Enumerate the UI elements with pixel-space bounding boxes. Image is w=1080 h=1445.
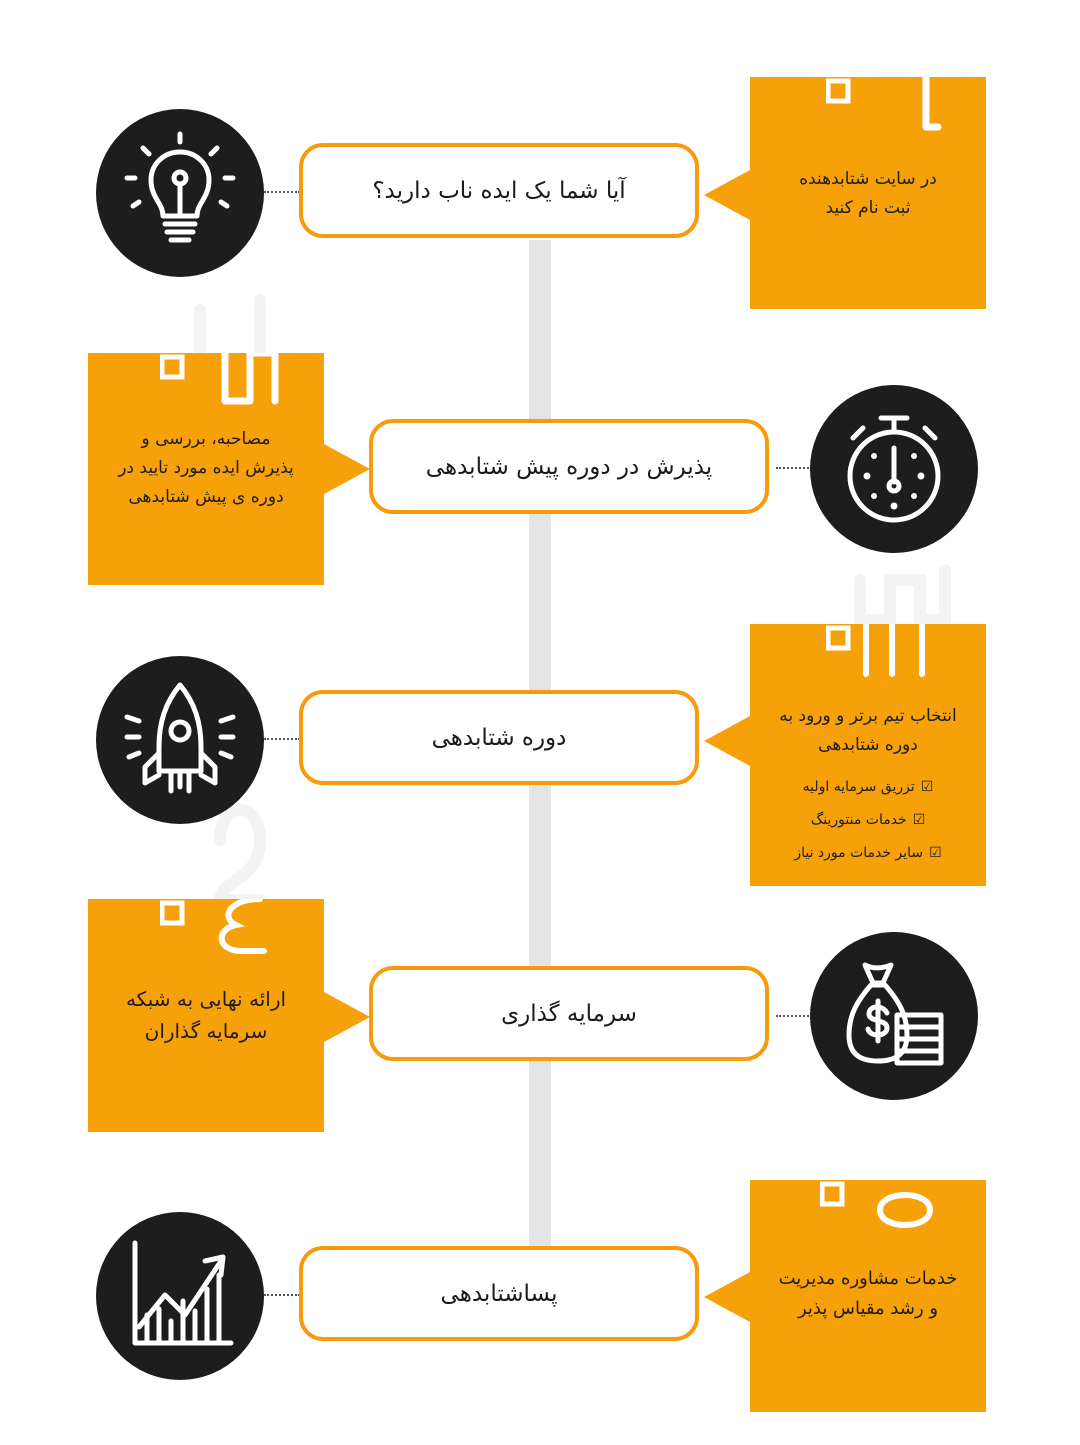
step-5-description <box>760 1264 976 1324</box>
step-5-icon-circle <box>96 1212 264 1380</box>
step-3-info-box <box>750 624 986 886</box>
step-2-connector <box>776 467 812 469</box>
step-3-line-2: دوره شتابدهی <box>818 735 918 755</box>
checklist-item-label: تزریق سرمایه اولیه <box>802 778 915 795</box>
step-1-title-pill <box>299 143 699 238</box>
step-4-connector <box>776 1015 812 1017</box>
step-4-info-box <box>88 899 324 1132</box>
step-1-info-box <box>750 77 986 309</box>
step-4-line-1: ارائه نهایی به شبکه <box>125 987 287 1011</box>
step-1-numeral <box>826 77 966 137</box>
step-1-title: آیا شما یک ایده ناب دارید؟ <box>372 177 626 204</box>
stopwatch-icon <box>829 404 959 534</box>
step-5-info-box <box>750 1180 986 1412</box>
step-1-description <box>760 165 976 223</box>
checkbox-icon: ☑ <box>929 844 942 861</box>
step-1-icon-circle <box>96 109 264 277</box>
step-2-description <box>98 425 314 512</box>
step-1-connector <box>264 191 300 193</box>
step-5-line-2: و رشد مقیاس پذیر <box>797 1298 939 1319</box>
step-4-title-pill <box>369 966 769 1061</box>
step-2-line-2: پذیرش ایده مورد تایید در <box>118 458 294 478</box>
step-4-box-pointer <box>324 992 370 1042</box>
step-3-line-1: انتخاب تیم برتر و ورود به <box>779 706 957 726</box>
step-2-line-3: دوره ی پیش شتابدهی <box>128 487 284 507</box>
step-5-title: پساشتابدهی <box>440 1280 558 1307</box>
checklist-item <box>764 836 972 869</box>
step-3-icon-circle <box>96 656 264 824</box>
step-5-title-pill <box>299 1246 699 1341</box>
growth-chart-icon <box>115 1231 245 1361</box>
step-4-numeral <box>160 899 300 964</box>
checklist-item <box>764 770 972 803</box>
step-2-icon-circle <box>810 385 978 553</box>
step-2-box-pointer <box>324 444 370 494</box>
step-5-connector <box>264 1294 300 1296</box>
step-3-connector <box>264 738 300 740</box>
checkbox-icon: ☑ <box>912 811 926 828</box>
lightbulb-icon <box>115 128 245 258</box>
step-2-numeral <box>160 353 300 413</box>
money-bag-icon <box>829 951 959 1081</box>
checkbox-icon: ☑ <box>920 778 934 795</box>
step-2-title: پذیرش در دوره پیش شتابدهی <box>425 453 713 480</box>
step-3-title-pill <box>299 690 699 785</box>
checklist-item <box>764 803 972 836</box>
step-1-line-2: ثبت نام کنید <box>825 198 911 218</box>
step-5-box-pointer <box>704 1272 750 1322</box>
rocket-icon <box>115 675 245 805</box>
step-1-box-pointer <box>704 170 750 220</box>
step-4-icon-circle <box>810 932 978 1100</box>
checklist-item-label: سایر خدمات مورد نیاز <box>794 844 924 861</box>
step-3-title: دوره شتابدهی <box>431 724 567 751</box>
step-4-line-2: سرمایه گذاران <box>144 1019 268 1043</box>
step-3-box-pointer <box>704 716 750 766</box>
step-5-line-1: خدمات مشاوره مدیریت <box>778 1268 958 1289</box>
step-4-title: سرمایه گذاری <box>501 1000 637 1027</box>
checklist-item-label: خدمات منتورینگ <box>810 811 907 828</box>
step-4-description <box>98 983 314 1047</box>
step-2-info-box <box>88 353 324 585</box>
step-2-title-pill <box>369 419 769 514</box>
step-1-line-1: در سایت شتابدهنده <box>799 169 937 189</box>
step-3-description <box>760 702 976 760</box>
step-3-checklist <box>764 770 972 869</box>
step-3-numeral <box>826 624 966 684</box>
step-5-numeral <box>820 1180 970 1240</box>
step-2-line-1: مصاحبه، بررسی و <box>141 429 271 449</box>
